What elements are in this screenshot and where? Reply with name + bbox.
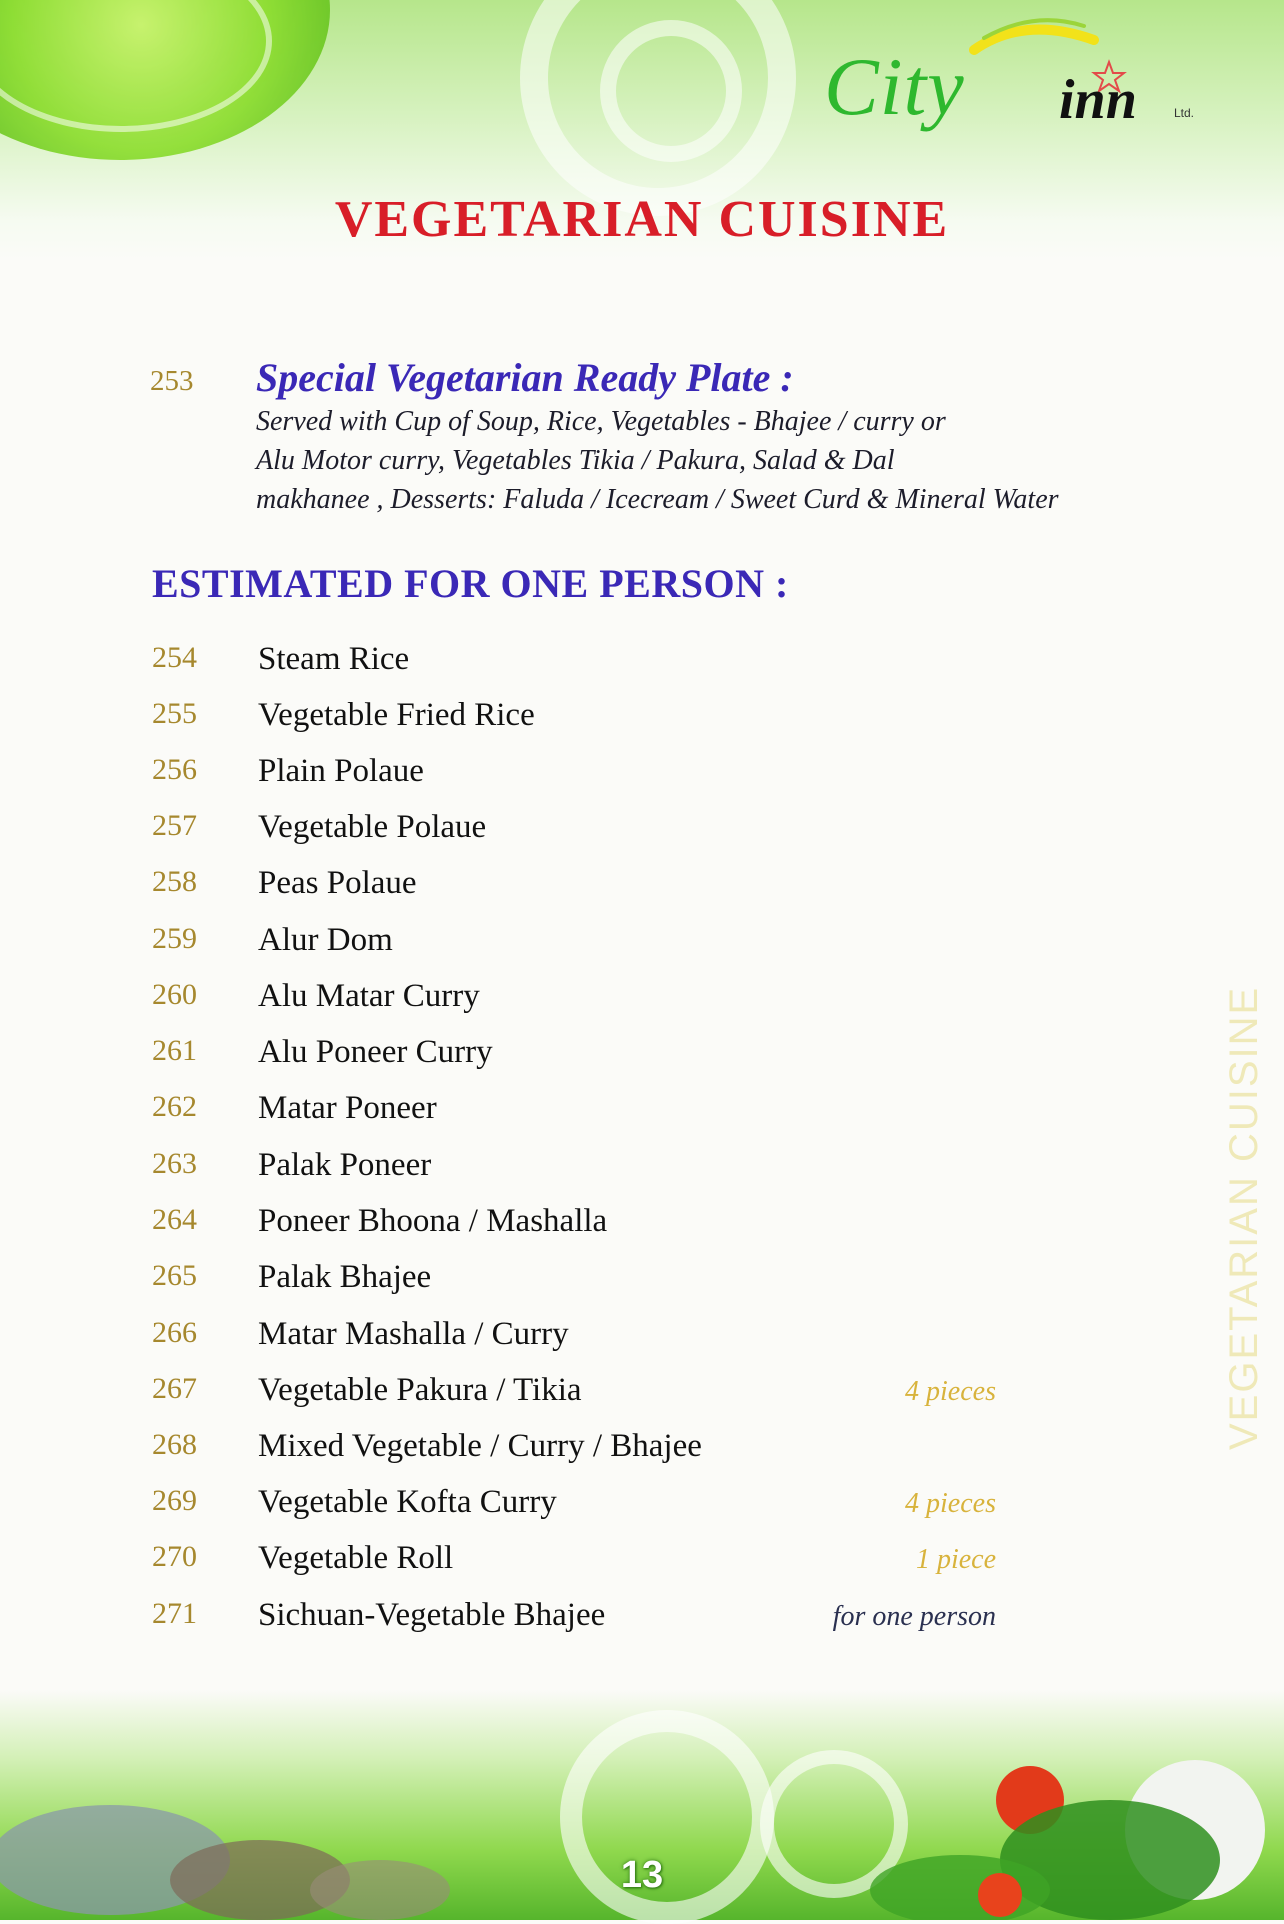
menu-item: [0, 1147, 1284, 1203]
menu-item: [0, 697, 1284, 753]
special-item-number: 253: [150, 365, 194, 397]
menu-item: [0, 1597, 1284, 1653]
item-name: Plain Polaue: [258, 753, 424, 789]
item-number: 262: [152, 1090, 197, 1123]
side-label: VEGETARIAN CUISINE: [1222, 985, 1266, 1450]
menu-item: [0, 1090, 1284, 1146]
item-number: 259: [152, 922, 197, 955]
item-quantity: for one person: [832, 1601, 996, 1632]
item-quantity: 4 pieces: [905, 1376, 996, 1407]
menu-item: [0, 641, 1284, 697]
menu-item: [0, 1484, 1284, 1540]
special-item-description: [256, 402, 1156, 519]
item-name: Vegetable Fried Rice: [258, 697, 535, 733]
menu-item: [0, 1259, 1284, 1315]
menu-item: [0, 922, 1284, 978]
item-quantity: 1 piece: [915, 1544, 996, 1575]
item-number: 256: [152, 753, 197, 786]
item-number: 258: [152, 865, 197, 898]
item-number: 265: [152, 1259, 197, 1292]
section-heading: ESTIMATED FOR ONE PERSON :: [152, 561, 789, 606]
item-name: Alu Poneer Curry: [258, 1034, 493, 1070]
menu-item: [0, 1540, 1284, 1596]
item-name: Vegetable Polaue: [258, 809, 487, 845]
item-number: 260: [152, 978, 197, 1011]
menu-item: [0, 865, 1284, 921]
item-name: Matar Poneer: [258, 1090, 437, 1126]
item-number: 263: [152, 1147, 197, 1180]
menu-item: [0, 1428, 1284, 1484]
menu-item: [0, 1316, 1284, 1372]
item-number: 255: [152, 697, 197, 730]
menu-item: [0, 1372, 1284, 1428]
brand-logo: [824, 10, 1224, 150]
item-name: Poneer Bhoona / Mashalla: [258, 1203, 608, 1239]
item-name: Palak Bhajee: [258, 1259, 432, 1295]
item-quantity: 4 pieces: [905, 1488, 996, 1519]
item-name: Vegetable Kofta Curry: [258, 1484, 557, 1520]
item-number: 268: [152, 1428, 197, 1461]
item-number: 266: [152, 1316, 197, 1349]
item-number: 270: [152, 1540, 197, 1573]
menu-item: [0, 1034, 1284, 1090]
item-name: Mixed Vegetable / Curry / Bhajee: [258, 1428, 702, 1464]
lime-slice-image: [0, 0, 330, 160]
item-number: 271: [152, 1597, 197, 1630]
page-title: VEGETARIAN CUISINE: [334, 191, 950, 248]
description-line: Alu Motor curry, Vegetables Tikia / Pakura, Salad & Dal: [256, 445, 895, 476]
item-name: Vegetable Roll: [258, 1540, 454, 1576]
logo-name: City: [824, 41, 965, 132]
item-name: Palak Poneer: [258, 1147, 432, 1183]
description-line: makhanee , Desserts: Faluda / Icecream / Sweet Curd & Mineral Water: [256, 484, 1059, 515]
item-name: Steam Rice: [258, 641, 410, 677]
item-number: 254: [152, 641, 197, 674]
item-name: Alur Dom: [258, 922, 393, 958]
logo-name-secondary: inn: [1059, 69, 1137, 131]
page-number: 13: [620, 1854, 664, 1896]
description-line: Served with Cup of Soup, Rice, Vegetables - Bhajee / curry or: [256, 406, 946, 437]
item-name: Vegetable Pakura / Tikia: [258, 1372, 582, 1408]
item-number: 261: [152, 1034, 197, 1067]
special-item-title: Special Vegetarian Ready Plate :: [256, 355, 794, 400]
item-number: 267: [152, 1372, 197, 1405]
item-number: 257: [152, 809, 197, 842]
menu-item: [0, 978, 1284, 1034]
item-name: Sichuan-Vegetable Bhajee: [258, 1597, 606, 1633]
menu-item: [0, 809, 1284, 865]
item-name: Alu Matar Curry: [258, 978, 480, 1014]
decorative-swirl: [600, 20, 742, 162]
item-name: Peas Polaue: [258, 865, 417, 901]
item-number: 269: [152, 1484, 197, 1517]
menu-item: [0, 1203, 1284, 1259]
menu-item: [0, 753, 1284, 809]
logo-suffix: Ltd.: [1174, 106, 1195, 120]
item-number: 264: [152, 1203, 197, 1236]
item-name: Matar Mashalla / Curry: [258, 1316, 569, 1352]
